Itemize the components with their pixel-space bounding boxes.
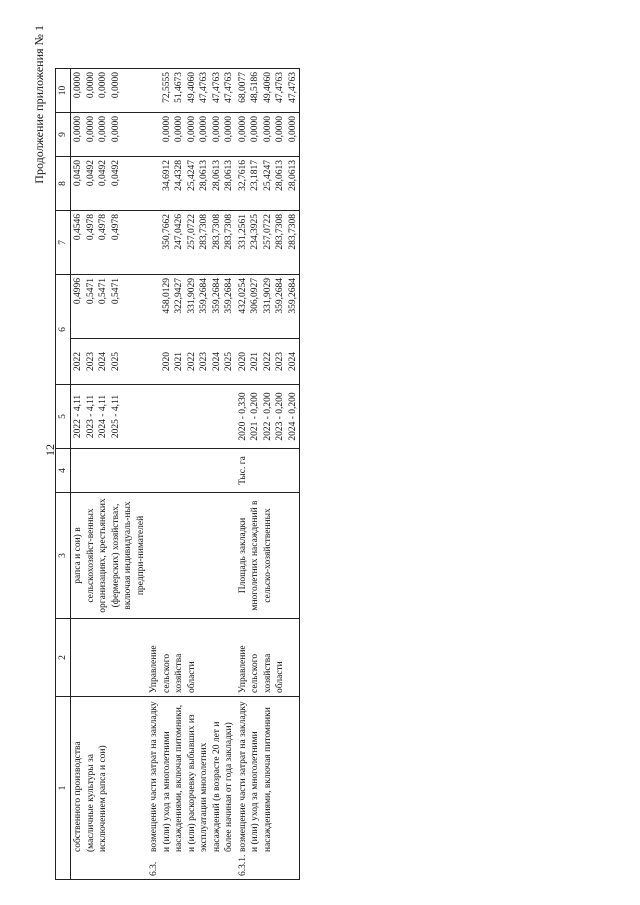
cell-col8 — [236, 157, 300, 211]
cell-name — [236, 697, 300, 880]
cell-col10-value: 0,0000 — [85, 72, 96, 99]
cell-col8-value: 25,4247 — [186, 160, 197, 191]
cell-total — [71, 275, 148, 339]
cell-year-value: 2024 — [98, 352, 108, 371]
cell-col9-value: 0,0000 — [262, 116, 273, 143]
cell-total-value: 0,4996 — [73, 278, 83, 305]
cell-col9-value: 0,0000 — [110, 116, 121, 143]
item-number: 6.3. — [149, 861, 159, 876]
cell-col8-value: 28,0613 — [224, 160, 234, 191]
cell-col7-value: 0,4978 — [85, 214, 96, 241]
cell-total-value: 359,2684 — [287, 278, 298, 314]
cell-col10-value: 0,0000 — [98, 72, 108, 99]
cell-col8-value: 24,4328 — [174, 160, 184, 191]
cell-total-value: 0,5471 — [110, 278, 121, 305]
cell-col9-value: 0,0000 — [85, 116, 96, 143]
cell-total — [147, 275, 236, 339]
cell-year-value: 2023 — [275, 352, 285, 371]
cell-col7-value: 283,7308 — [275, 214, 285, 250]
cell-col10 — [147, 69, 236, 113]
col-header-9: 9 — [56, 113, 71, 157]
cell-col7 — [147, 211, 236, 275]
col-header-4: 4 — [56, 449, 71, 493]
cell-col10-value: 47,4763 — [275, 72, 285, 103]
cell-total-value: 458,0129 — [161, 278, 172, 314]
cell-year-value: 2025 — [110, 352, 121, 371]
cell-col7-value: 257,0722 — [186, 214, 197, 250]
cell-year — [236, 339, 300, 385]
cell-col10-value: 47,4763 — [287, 72, 298, 103]
cell-total-value: 359,2684 — [211, 278, 222, 314]
cell-executor-text: Управление сельского хозяйства области — [149, 645, 197, 693]
header-row — [56, 69, 71, 880]
cell-executor — [147, 619, 236, 697]
cell-period-target — [147, 385, 236, 449]
cell-col7-value: 350,7662 — [161, 214, 172, 250]
cell-indicator — [71, 493, 148, 619]
cell-executor-text: Управление сельского хозяйства области — [237, 645, 285, 693]
cell-year-value: 2020 — [237, 352, 248, 371]
cell-unit-text: Тыс. га — [237, 456, 248, 485]
cell-total-value: 331,9029 — [186, 278, 197, 314]
cell-col7-value: 247,0426 — [174, 214, 184, 250]
cell-col9-value: 0,0000 — [275, 116, 285, 143]
cell-indicator-text: Площадь закладки многолетних насаждений в сельско-хозяйственных — [237, 500, 273, 611]
cell-year-value: 2024 — [287, 352, 298, 371]
cell-col7-value: 234,3925 — [250, 214, 260, 250]
cell-total-value: 359,2684 — [199, 278, 209, 314]
cell-col10 — [71, 69, 148, 113]
item-name: возмещение части затрат на закладку и (или) уход за многолетними насаждениями, включая питомники — [237, 701, 273, 852]
cell-name — [147, 697, 236, 880]
cell-year-value: 2021 — [250, 352, 260, 371]
cell-col10-value: 0,0000 — [73, 72, 83, 99]
page-number: 12 — [43, 444, 57, 456]
cell-col9-value: 0,0000 — [161, 116, 172, 143]
cell-col7-value: 0,4546 — [73, 214, 83, 241]
cell-period-target-value: 2022 - 0,200 — [262, 392, 273, 441]
cell-col9-value: 0,0000 — [73, 116, 83, 143]
cell-col8-value: 28,0613 — [287, 160, 298, 191]
cell-col7-value: 283,7308 — [287, 214, 298, 250]
cell-col10 — [236, 69, 300, 113]
cell-period-target — [236, 385, 300, 449]
cell-year-value: 2023 — [199, 352, 209, 371]
cell-year-value: 2024 — [211, 352, 222, 371]
cell-period-target-value: 2021 - 0,200 — [250, 392, 260, 441]
cell-col9-value: 0,0000 — [174, 116, 184, 143]
cell-year — [71, 339, 148, 385]
cell-col10-value: 47,4763 — [224, 72, 234, 103]
cell-year-value: 2023 — [85, 352, 96, 371]
cell-col8-value: 0,0492 — [110, 160, 121, 187]
appendix-caption: Продолжение приложения № 1 — [32, 25, 46, 184]
cell-col9-value: 0,0000 — [199, 116, 209, 143]
table-row — [71, 69, 148, 880]
cell-year-value: 2022 — [262, 352, 273, 371]
cell-col8 — [147, 157, 236, 211]
cell-col8-value: 0,0450 — [73, 160, 83, 187]
cell-period-target-value: 2023 - 4,11 — [85, 394, 96, 439]
cell-col8-value: 32,7616 — [237, 160, 248, 191]
cell-total-value: 322,9427 — [174, 278, 184, 314]
col-header-5: 5 — [56, 385, 71, 449]
cell-col10-value: 49,4060 — [262, 72, 273, 103]
cell-unit — [236, 449, 300, 493]
cell-indicator-text: рапса и сои) в сельскохозяйст-венных организациях, крестьянских (фермерских) хозяйствах, включая индивидуаль-ных предпри-нимателей — [73, 498, 146, 613]
cell-col9-value: 0,0000 — [98, 116, 108, 143]
cell-year-value: 2021 — [174, 352, 184, 371]
cell-col10-value: 47,4763 — [199, 72, 209, 103]
cell-total-value: 331,9029 — [262, 278, 273, 314]
cell-period-target-value: 2022 - 4,11 — [73, 394, 83, 439]
cell-col9-value: 0,0000 — [250, 116, 260, 143]
cell-col8-value: 34,6912 — [161, 160, 172, 191]
cell-col7-value: 283,7308 — [211, 214, 222, 250]
cell-total — [236, 275, 300, 339]
cell-col10-value: 68,0077 — [237, 72, 248, 103]
cell-unit — [71, 449, 148, 493]
cell-col10-value: 48,5186 — [250, 72, 260, 103]
cell-col10-value: 72,5555 — [161, 72, 172, 103]
cell-indicator — [236, 493, 300, 619]
cell-col9-value: 0,0000 — [237, 116, 248, 143]
item-name: собственного производства (масличные культуры за исключением рапса и сои) — [73, 741, 108, 852]
cell-col9-value: 0,0000 — [224, 116, 234, 143]
col-header-1: 1 — [56, 697, 71, 880]
cell-total-value: 0,5471 — [85, 278, 96, 305]
item-name: возмещение части затрат на закладку и (или) уход за многолетними насаждениями, включая питомники, и (или) раскорчевку выбывших из эксплуатации многолетних насаждений (в возрасте 20 лет и более начиная от года закладки) — [149, 701, 234, 852]
cell-col7-value: 0,4978 — [98, 214, 108, 241]
cell-col8 — [71, 157, 148, 211]
col-header-2: 2 — [56, 619, 71, 697]
cell-col9-value: 0,0000 — [186, 116, 197, 143]
cell-total-value: 359,2684 — [224, 278, 234, 314]
col-header-3: 3 — [56, 493, 71, 619]
cell-col10-value: 0,0000 — [110, 72, 121, 99]
cell-col7-value: 283,7308 — [224, 214, 234, 250]
cell-period-target-value: 2023 - 0,200 — [275, 392, 285, 441]
cell-col7-value: 331,2561 — [237, 214, 248, 250]
cell-total-value: 432,0254 — [237, 278, 248, 314]
cell-col10-value: 47,4763 — [211, 72, 222, 103]
cell-year — [147, 339, 236, 385]
cell-period-target-value: 2024 - 4,11 — [98, 394, 108, 439]
cell-executor — [236, 619, 300, 697]
col-header-7: 7 — [56, 211, 71, 275]
col-header-10: 10 — [56, 69, 71, 113]
cell-col8-value: 28,0613 — [211, 160, 222, 191]
cell-year-value: 2020 — [161, 352, 172, 371]
cell-col9-value: 0,0000 — [211, 116, 222, 143]
cell-year-value: 2022 — [73, 352, 83, 371]
cell-name — [71, 697, 148, 880]
cell-indicator — [147, 493, 236, 619]
cell-unit — [147, 449, 236, 493]
cell-col10-value: 49,4060 — [186, 72, 197, 103]
cell-col10-value: 51,4673 — [174, 72, 184, 103]
table-row — [236, 69, 300, 880]
item-number: 6.3.1. — [237, 854, 248, 876]
program-table — [55, 68, 300, 880]
cell-period-target-value: 2024 - 0,200 — [287, 392, 298, 441]
cell-col7-value: 0,4978 — [110, 214, 121, 241]
table-body — [56, 69, 300, 880]
cell-col8-value: 28,0613 — [199, 160, 209, 191]
cell-col9 — [147, 113, 236, 157]
cell-total-value: 0,5471 — [98, 278, 108, 305]
cell-year-value: 2022 — [186, 352, 197, 371]
cell-total-value: 306,0927 — [250, 278, 260, 314]
cell-col7 — [71, 211, 148, 275]
cell-col7 — [236, 211, 300, 275]
cell-col7-value: 257,0722 — [262, 214, 273, 250]
cell-executor — [71, 619, 148, 697]
cell-col9 — [71, 113, 148, 157]
cell-period-target — [71, 385, 148, 449]
cell-col9 — [236, 113, 300, 157]
cell-total-value: 359,2684 — [275, 278, 285, 314]
col-header-6: 6 — [56, 275, 71, 385]
item-number — [72, 852, 110, 876]
table-row — [147, 69, 236, 880]
cell-col8-value: 0,0492 — [85, 160, 96, 187]
col-header-8: 8 — [56, 157, 71, 211]
cell-col7-value: 283,7308 — [199, 214, 209, 250]
cell-period-target-value: 2020 - 0,330 — [237, 392, 248, 441]
cell-col8-value: 23,1817 — [250, 160, 260, 191]
cell-col8-value: 25,4247 — [262, 160, 273, 191]
cell-col8-value: 0,0492 — [98, 160, 108, 187]
cell-col8-value: 28,0613 — [275, 160, 285, 191]
cell-col9-value: 0,0000 — [287, 116, 298, 143]
cell-year-value: 2025 — [224, 352, 234, 371]
cell-period-target-value: 2025 - 4,11 — [110, 394, 121, 439]
